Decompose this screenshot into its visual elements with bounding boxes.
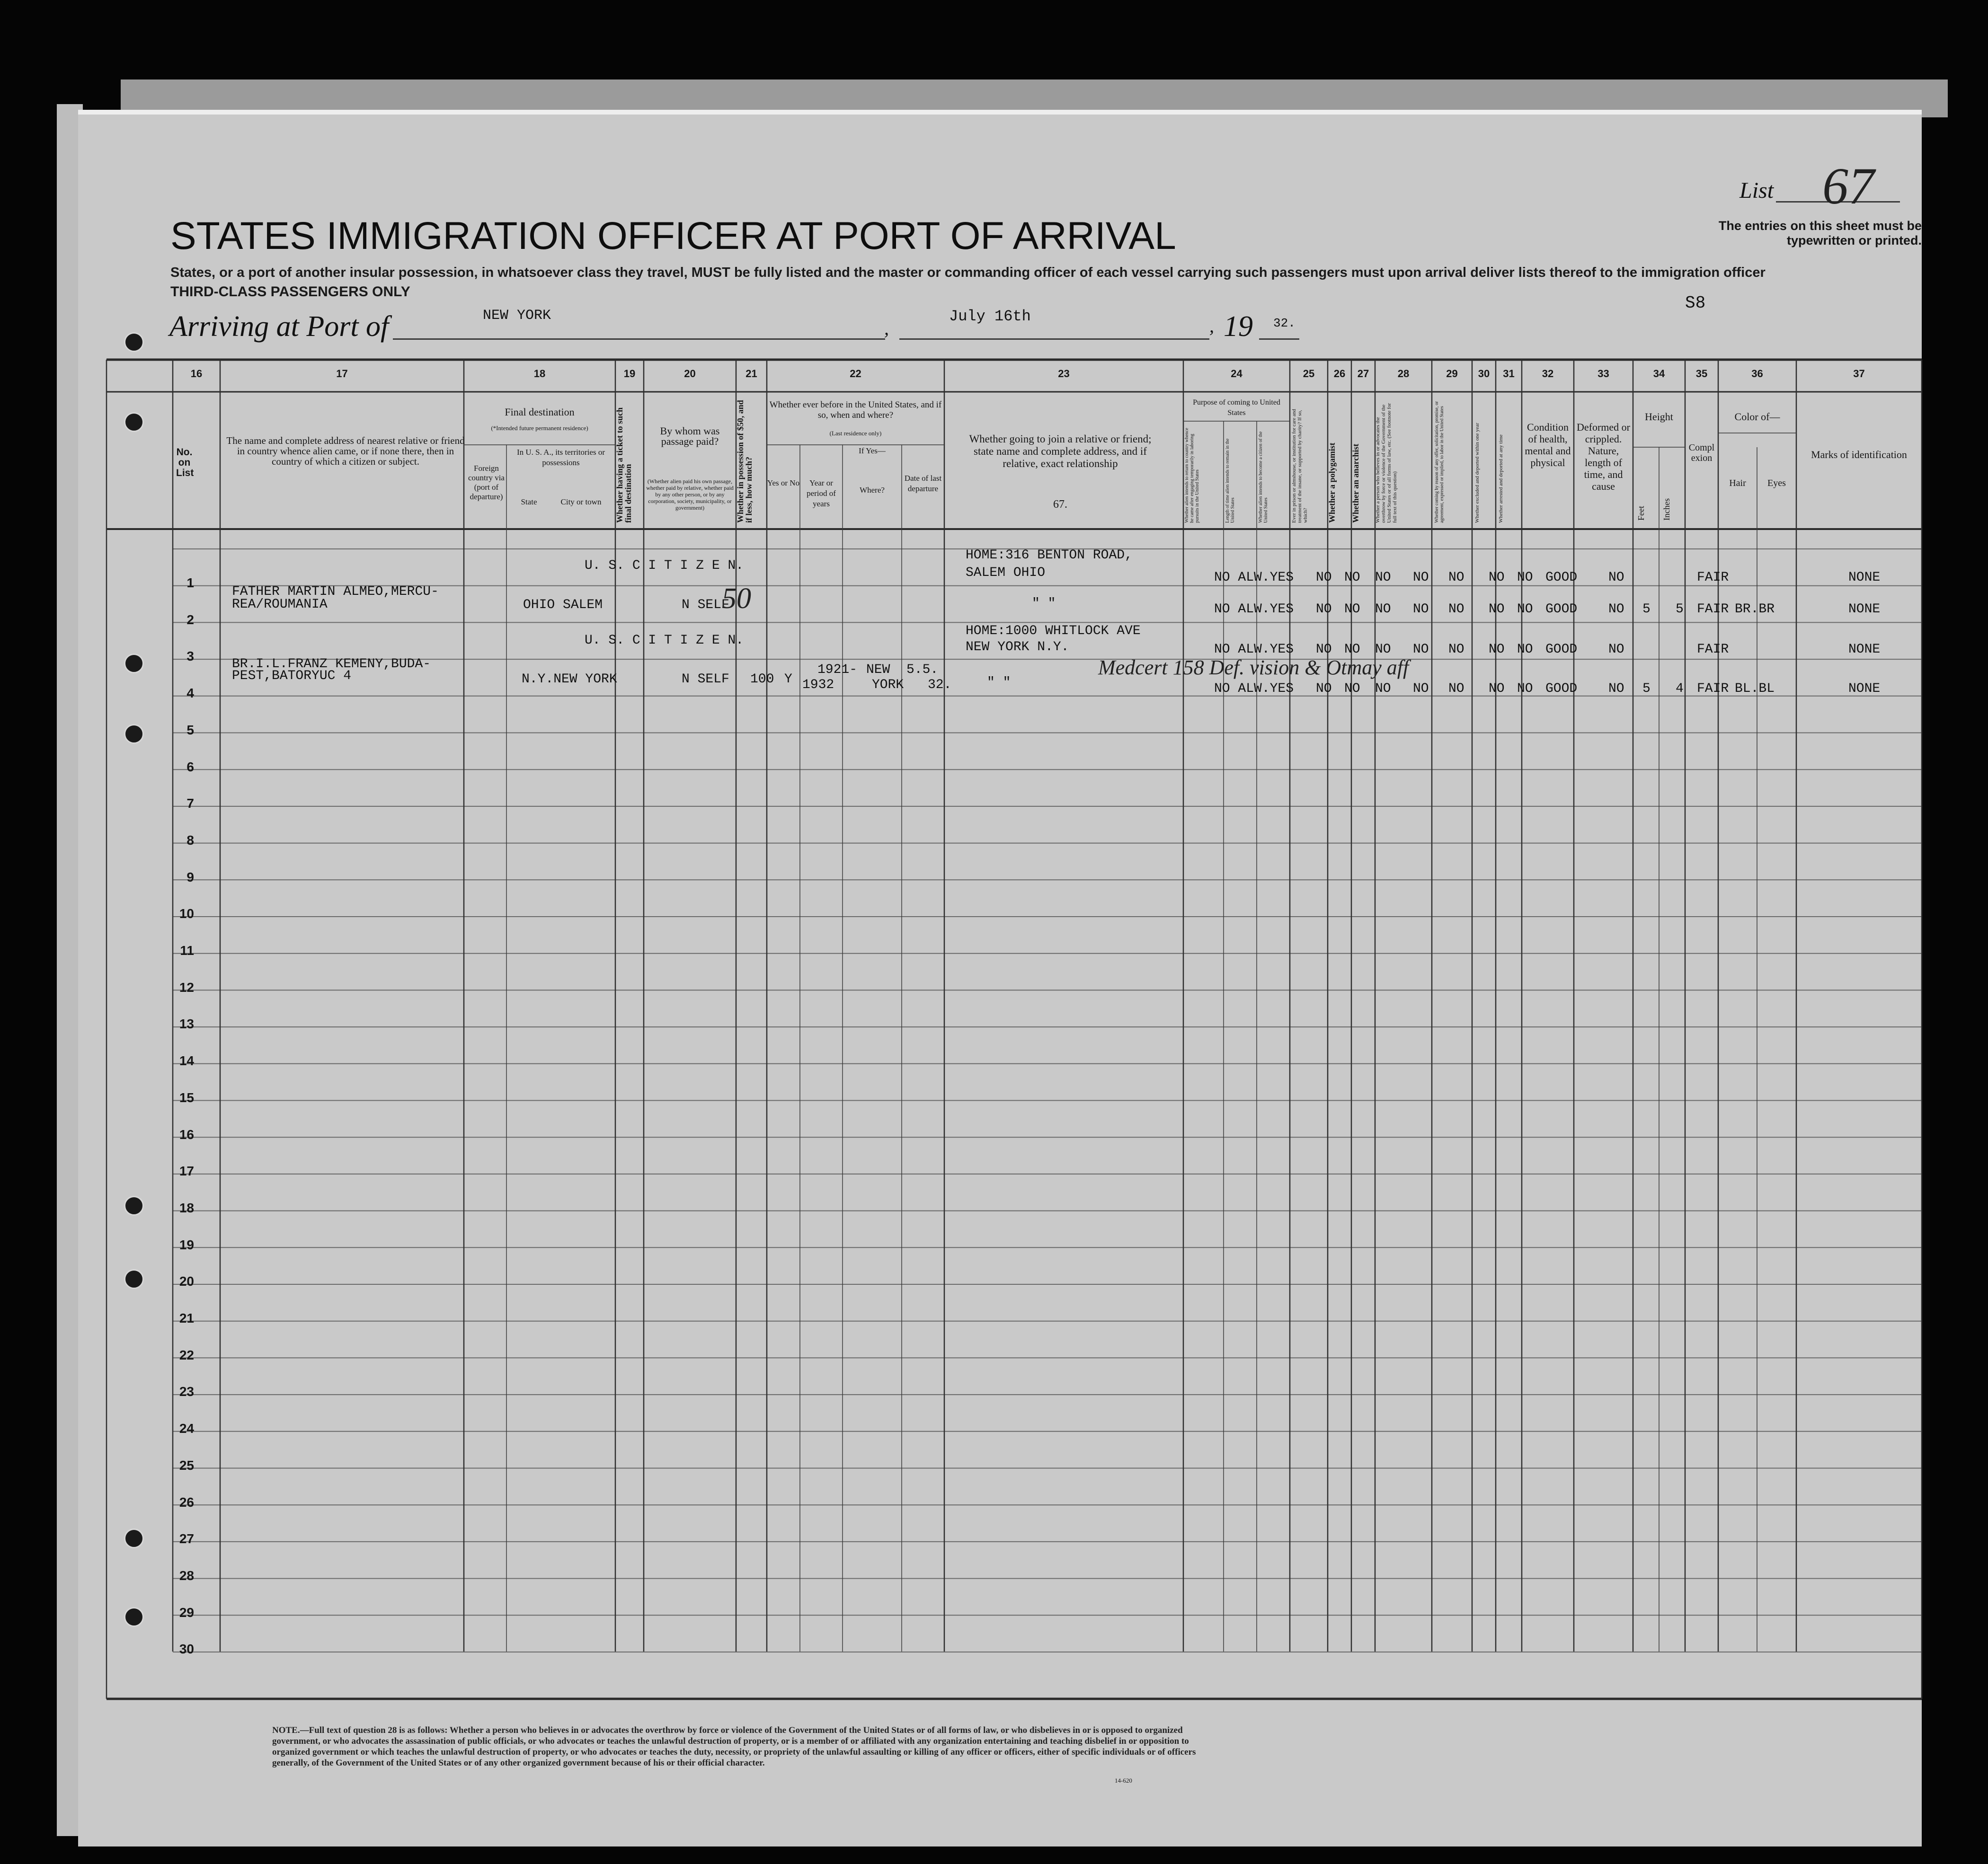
- header-26: Whether a polygamist: [1327, 442, 1337, 523]
- header-28: Whether a person who believes in or advocates the overthrow by force or violence of the Government of the United States or of all forms of law, etc. (See footnote for full text of this question): [1375, 403, 1398, 523]
- header-34-inches: Inches: [1662, 498, 1671, 521]
- row-number: 27: [179, 1531, 194, 1546]
- r3-c33: NO: [1608, 642, 1624, 657]
- entries-note: The entries on this sheet must be typewritten or printed.: [1718, 219, 1922, 247]
- r2-c25: NO: [1316, 602, 1332, 617]
- row-number: 29: [179, 1605, 194, 1620]
- r2-destination: OHIO SALEM: [523, 598, 603, 612]
- column-number: 31: [1503, 368, 1515, 380]
- r2-c33: NO: [1608, 602, 1624, 617]
- column-number: 16: [190, 368, 203, 380]
- header-17: The name and complete address of nearest relative or friend in country whence alien came, or if none there, then in country of which a citizen or subject.: [226, 435, 465, 467]
- year-prefix: 19: [1224, 310, 1253, 343]
- header-16: No. on List: [176, 447, 194, 478]
- r3-c28: NO: [1413, 642, 1429, 657]
- r1-c30: NO: [1489, 570, 1505, 585]
- row-number: 17: [179, 1164, 194, 1179]
- r2-inches: 5: [1676, 602, 1684, 617]
- r4-c37: NONE: [1848, 681, 1881, 696]
- row-number: 15: [179, 1090, 194, 1105]
- column-number: 35: [1695, 368, 1708, 380]
- header-23: Whether going to join a relative or friend; state name and complete address, and if relative, exact relationship: [969, 433, 1152, 469]
- row-number: 2: [186, 612, 194, 627]
- header-22-note: (Last residence only): [829, 430, 882, 437]
- row-number: 23: [179, 1384, 194, 1399]
- r4-passage: N SELF: [682, 672, 729, 687]
- column-number: 21: [746, 368, 757, 380]
- column-number: 27: [1357, 368, 1369, 380]
- row-number: 18: [179, 1200, 194, 1215]
- r2-purpose: NO ALW.YES: [1214, 602, 1294, 617]
- row-number: 8: [186, 832, 194, 848]
- header-18-foreign: Foreign country via (port of departure): [468, 464, 505, 501]
- header-33: Deformed or crippled. Nature, length of time, and cause: [1576, 421, 1630, 492]
- header-24: Purpose of coming to United States: [1193, 398, 1280, 417]
- column-number: 29: [1446, 368, 1458, 380]
- r2-passage: N SELF: [682, 598, 729, 612]
- row-number: 28: [179, 1568, 194, 1583]
- r4-handwritten-note: Medcert 158 Def. vision & Otmay aff: [1098, 656, 1409, 679]
- header-22-yesno: Yes or No: [767, 478, 800, 487]
- column-number: 32: [1542, 368, 1554, 380]
- r1-address: HOME:316 BENTON ROAD,: [966, 548, 1133, 563]
- r4-where2: YORK: [872, 678, 904, 692]
- r4-c25: NO: [1316, 681, 1332, 696]
- column-number: 20: [684, 368, 696, 380]
- r1-relative: FATHER MARTIN ALMEO,MERCU-: [232, 584, 439, 599]
- header-23-number: 67.: [1053, 498, 1067, 511]
- r3-c35: FAIR: [1697, 642, 1729, 657]
- column-number: 22: [850, 368, 861, 380]
- r2-c28: NO: [1413, 602, 1429, 617]
- r1-c35: FAIR: [1697, 570, 1729, 585]
- r2-c30: NO: [1489, 602, 1505, 617]
- r2-c36: BR.BR: [1735, 602, 1775, 617]
- r1-c33: NO: [1608, 570, 1624, 585]
- r4-address-cont: NEW YORK N.Y.: [966, 640, 1069, 654]
- column-number: 17: [336, 368, 348, 380]
- row-number: 16: [179, 1127, 194, 1142]
- r3-c25: NO: [1316, 642, 1332, 657]
- row-number: 1: [186, 575, 194, 590]
- r4-yesno: Y: [784, 672, 792, 687]
- r4-c31: NO: [1517, 681, 1533, 696]
- header-34-feet: Feet: [1636, 506, 1646, 521]
- header-27: Whether an anarchist: [1351, 443, 1360, 523]
- r4-money: 100: [750, 672, 774, 687]
- r3-citizen: U. S. C I T I Z E N.: [585, 633, 744, 648]
- column-number: 33: [1598, 368, 1609, 380]
- header-35: Complexion: [1688, 442, 1715, 463]
- r2-feet: 5: [1642, 602, 1651, 617]
- r3-c27: NO: [1375, 642, 1391, 657]
- column-number: 26: [1333, 368, 1346, 380]
- row-number: 7: [186, 796, 194, 811]
- r2-c27: NO: [1375, 602, 1391, 617]
- r4-destination: N.Y.NEW YORK: [522, 672, 617, 687]
- r4-ditto: " ": [987, 675, 1011, 690]
- header-18-city: City or town: [560, 497, 602, 506]
- row-number: 19: [179, 1237, 194, 1252]
- r3-purpose: NO ALW.YES: [1214, 642, 1294, 657]
- r4-c28: NO: [1413, 681, 1429, 696]
- header-22-date: Date of last departure: [904, 474, 942, 493]
- row-number: 13: [179, 1016, 194, 1032]
- year-suffix: 32.: [1273, 316, 1296, 330]
- r2-address-cont: SALEM OHIO: [966, 565, 1046, 580]
- row-number: 21: [179, 1311, 194, 1325]
- r3-c26: NO: [1344, 642, 1360, 657]
- header-37: Marks of identification: [1811, 449, 1907, 460]
- row-number: 14: [179, 1053, 194, 1069]
- r3-relative: BR.I.L.FRANZ KEMENY,BUDA-: [232, 657, 431, 671]
- r1-c37: NONE: [1848, 570, 1881, 585]
- header-22-period: Year or period of years: [807, 478, 836, 508]
- header-22-ifyes: If Yes—: [859, 446, 886, 455]
- row-number: 5: [186, 722, 194, 737]
- r4-c29: NO: [1448, 681, 1464, 696]
- header-36: Color of—: [1734, 411, 1780, 423]
- r3-c31: NO: [1517, 642, 1533, 657]
- header-24-b: Length of time alien intends to remain in the United States: [1225, 438, 1235, 523]
- header-18: Final destination: [505, 406, 575, 418]
- row-number: 11: [180, 943, 194, 958]
- r1-c31: NO: [1517, 570, 1533, 585]
- r3-address: HOME:1000 WHITLOCK AVE: [966, 624, 1141, 638]
- class-line: THIRD-CLASS PASSENGERS ONLY: [170, 284, 410, 300]
- row-number: 12: [179, 980, 194, 995]
- row-number: 25: [179, 1458, 194, 1473]
- comma: ,: [1209, 315, 1214, 336]
- r3-c30: NO: [1489, 642, 1505, 657]
- r1-c27: NO: [1375, 570, 1391, 585]
- header-32: Condition of health, mental and physical: [1525, 421, 1571, 468]
- column-number: 36: [1751, 368, 1763, 380]
- row-number: 20: [179, 1274, 194, 1289]
- header-24-a: Whether alien intends to return to country whence he came after engaging temporarily in laboring pursuits in the United States: [1184, 428, 1200, 523]
- row-number: 6: [186, 759, 194, 774]
- list-label: List: [1740, 178, 1774, 203]
- column-number: 23: [1058, 368, 1070, 380]
- r3-c37: NONE: [1848, 642, 1881, 657]
- r2-money: 50: [722, 583, 751, 615]
- r4-c26: NO: [1344, 681, 1360, 696]
- r2-c26: NO: [1344, 602, 1360, 617]
- header-18-usa: In U. S. A., its territories or possessions: [516, 448, 605, 467]
- r2-relative: REA/ROUMANIA: [232, 597, 328, 612]
- r1-c29: NO: [1448, 570, 1464, 585]
- row-number: 10: [179, 906, 194, 921]
- r2-c31: NO: [1517, 602, 1533, 617]
- header-34: Height: [1645, 411, 1673, 423]
- header-36-eyes: Eyes: [1767, 478, 1786, 488]
- header-25: Ever in prison or almshouse, or institution for care and treatment of the insane, or supported by charity? If so, which?: [1291, 409, 1308, 523]
- comma: ,: [884, 318, 889, 339]
- instruction-line: States, or a port of another insular possession, in whatsoever class they travel, MUST be fully listed and the master or commanding officer of each vessel carrying such passengers must upon arrival deliver lists thereof to the immigration officer: [170, 265, 1766, 280]
- header-30: Whether excluded and deported within one year: [1474, 423, 1480, 523]
- arriving-label: Arriving at Port of: [169, 310, 389, 343]
- r4-date2: 32.: [928, 678, 952, 692]
- header-22-where: Where?: [860, 486, 885, 495]
- r4-relative: PEST,BATORYUC 4: [232, 669, 352, 683]
- r3-c29: NO: [1448, 642, 1464, 657]
- r1-c25: NO: [1316, 570, 1332, 585]
- r4-inches: 4: [1676, 681, 1684, 696]
- date-value: July 16th: [949, 308, 1031, 325]
- header-20-note: (Whether alien paid his own passage, whether paid by relative, whether paid by any other person, or by any corporation, society, municipality, or government): [646, 478, 734, 511]
- column-number: 25: [1303, 368, 1315, 380]
- column-number: 24: [1231, 368, 1242, 380]
- r4-period2: 1932: [802, 678, 834, 692]
- r4-c36: BL.BL: [1735, 681, 1775, 696]
- r4-feet: 5: [1642, 681, 1651, 696]
- column-number: 34: [1653, 368, 1665, 380]
- r1-c26: NO: [1344, 570, 1360, 585]
- row-number: 3: [186, 649, 194, 664]
- r1-c32: GOOD: [1545, 570, 1578, 585]
- column-number: 28: [1397, 368, 1410, 380]
- header-19: Whether having a ticket to such final destination: [615, 407, 633, 523]
- column-number: 30: [1478, 368, 1490, 380]
- header-29: Whether coming by reason of any offer, solicitation, promise, or agreement, expressed or implied, to labor in the United States: [1434, 401, 1445, 523]
- header-24-c: Whether alien intends to become a citizen of the United States: [1258, 431, 1269, 523]
- r4-c33: NO: [1608, 681, 1624, 696]
- row-number: 26: [179, 1494, 194, 1510]
- footnote: NOTE.—Full text of question 28 is as follows: Whether a person who believes in or advocates the overthrow by force or violence of the Government of the United States or of all forms of law, or who disbelieves in or is opposed to organized government, or who advocates the assassination of public officials, or who advocates or teaches the unlawful destruction of property, or is a member of or affiliated with any organization entertaining and teaching disbelief in or opposition to organized government or which teaches the unlawful destruction of property, or who advocates or teaches the duty, necessity, or propriety of the unlawful assaulting or killing of any officer or officers, either of specific individuals or of officers generally, of the Government of the United States or of any other organized government because of his or their official character.: [272, 1725, 1196, 1768]
- r4-c30: NO: [1489, 681, 1505, 696]
- r2-c35: FAIR: [1697, 602, 1729, 617]
- sheet-code: S8: [1685, 293, 1706, 313]
- header-22: Whether ever before in the United States, and if so, when and where?: [769, 400, 942, 420]
- column-number: 19: [623, 368, 636, 380]
- port-value: NEW YORK: [483, 308, 551, 324]
- column-number: 37: [1853, 368, 1865, 380]
- row-number: 30: [179, 1642, 194, 1657]
- header-21: Whether in possession of $50, and if less, how much?: [736, 400, 754, 523]
- r2-c32: GOOD: [1545, 602, 1578, 617]
- r4-date: 5.5.: [906, 663, 939, 677]
- r4-c32: GOOD: [1545, 681, 1578, 696]
- row-number: 22: [179, 1347, 194, 1362]
- r1-c28: NO: [1413, 570, 1429, 585]
- header-18-note: (*Intended future permanent residence): [491, 424, 588, 432]
- row-number: 9: [186, 869, 194, 884]
- row-number: 24: [179, 1421, 194, 1436]
- row-number: 4: [186, 686, 194, 701]
- column-number: 18: [533, 368, 546, 380]
- r4-purpose: NO ALW.YES: [1214, 681, 1294, 696]
- r1-purpose: NO ALW.YES: [1214, 570, 1294, 585]
- r4-period: 1921-: [817, 663, 858, 677]
- r2-ditto: " ": [1032, 596, 1056, 611]
- header-18-state: State: [521, 497, 537, 506]
- r2-c37: NONE: [1848, 602, 1881, 617]
- r4-where: NEW: [866, 663, 890, 677]
- header-31: Whether arrested and deported at any time: [1498, 434, 1504, 523]
- list-number: 67: [1822, 157, 1874, 215]
- form-code: 14-620: [1115, 1777, 1132, 1784]
- r1-citizen: U. S. C I T I Z E N.: [585, 558, 744, 573]
- r3-c32: GOOD: [1545, 642, 1578, 657]
- r4-c27: NO: [1375, 681, 1391, 696]
- header-20: By whom was passage paid?: [660, 425, 720, 447]
- header-36-hair: Hair: [1729, 478, 1746, 488]
- r2-c29: NO: [1448, 602, 1464, 617]
- form-title: STATES IMMIGRATION OFFICER AT PORT OF ARRIVAL: [170, 214, 1176, 257]
- r4-c35: FAIR: [1697, 681, 1729, 696]
